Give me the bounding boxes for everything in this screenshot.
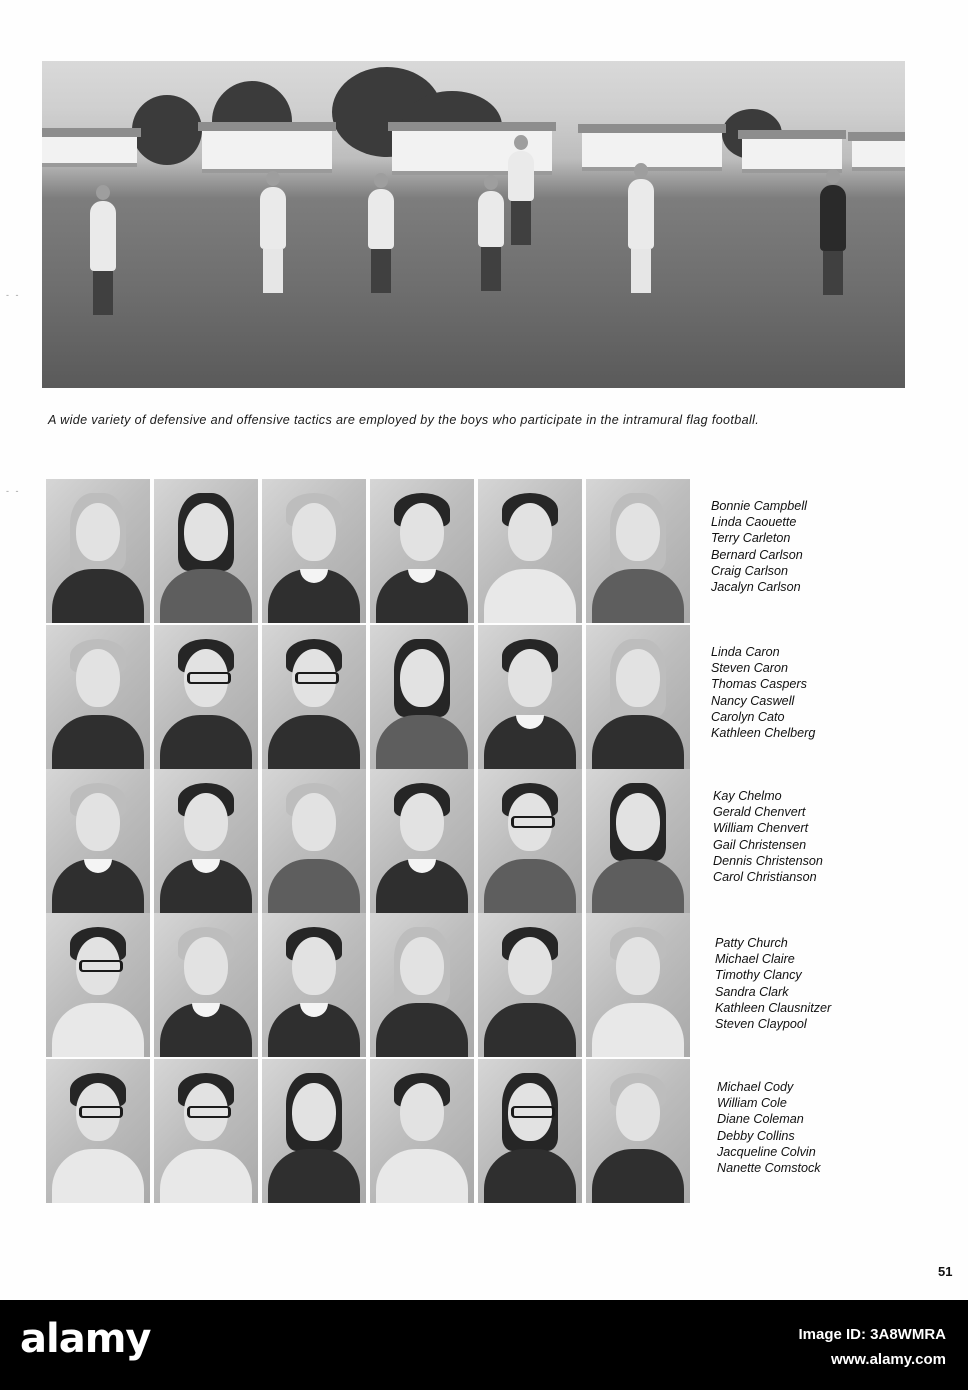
- student-portrait: [370, 1059, 474, 1203]
- student-name: Steven Caron: [711, 661, 789, 676]
- student-portrait: [586, 1059, 690, 1203]
- page-number: 51: [938, 1264, 953, 1279]
- student-portrait: [370, 479, 474, 623]
- margin-mark: - -: [6, 486, 21, 496]
- player: [260, 187, 286, 249]
- player: [628, 179, 654, 249]
- student-name: Craig Carlson: [711, 563, 788, 578]
- student-portrait: [46, 769, 150, 913]
- student-portrait: [478, 769, 582, 913]
- student-portrait: [478, 1059, 582, 1203]
- student-name: Nancy Caswell: [711, 693, 795, 708]
- flag-football-photo: [42, 61, 905, 388]
- image-info: [798, 1322, 946, 1372]
- student-name: William Chenvert: [713, 821, 809, 836]
- player: [820, 185, 846, 251]
- student-name: Kathleen Clausnitzer: [715, 1000, 832, 1015]
- house: [42, 137, 137, 167]
- student-portrait: [478, 625, 582, 769]
- student-portrait: [262, 913, 366, 1057]
- player: [508, 151, 534, 201]
- student-portrait: [478, 479, 582, 623]
- student-portrait: [262, 479, 366, 623]
- student-name: Terry Carleton: [711, 531, 791, 546]
- student-name: Linda Caouette: [711, 515, 797, 530]
- student-portrait: [154, 769, 258, 913]
- player: [90, 201, 116, 271]
- student-name: Gerald Chenvert: [713, 805, 806, 820]
- student-portrait: [586, 769, 690, 913]
- student-portrait: [46, 625, 150, 769]
- name-list: [717, 1079, 821, 1176]
- name-list: [711, 644, 815, 741]
- student-portrait: [46, 1059, 150, 1203]
- student-portrait: [262, 1059, 366, 1203]
- student-portrait: [478, 913, 582, 1057]
- student-name: Thomas Caspers: [711, 677, 807, 692]
- student-name: Sandra Clark: [715, 984, 789, 999]
- image-id: Image ID: 3A8WMRA: [798, 1326, 946, 1343]
- student-name: Nanette Comstock: [717, 1161, 821, 1176]
- student-name: Debby Collins: [717, 1128, 795, 1143]
- name-list: [715, 935, 831, 1032]
- student-portrait: [154, 625, 258, 769]
- student-portrait: [370, 913, 474, 1057]
- student-portrait: [586, 913, 690, 1057]
- watermark-footer: [0, 1300, 968, 1390]
- student-portrait: [586, 625, 690, 769]
- student-name: Linda Caron: [711, 645, 780, 659]
- portrait-grid: [46, 479, 690, 1197]
- student-portrait: [154, 1059, 258, 1203]
- student-portrait: [46, 479, 150, 623]
- player: [478, 191, 504, 247]
- house: [202, 131, 332, 173]
- student-name: Jacqueline Colvin: [717, 1144, 816, 1159]
- student-portrait: [154, 479, 258, 623]
- student-portrait: [370, 769, 474, 913]
- site-url: www.alamy.com: [830, 1351, 946, 1368]
- tree: [132, 95, 202, 165]
- student-portrait: [262, 625, 366, 769]
- player: [368, 189, 394, 249]
- student-portrait: [262, 769, 366, 913]
- student-portrait: [586, 479, 690, 623]
- student-name: Michael Cody: [717, 1080, 794, 1094]
- student-name: Diane Coleman: [717, 1112, 804, 1127]
- student-name: Kathleen Chelberg: [711, 726, 816, 741]
- house: [742, 139, 842, 173]
- student-portrait: [154, 913, 258, 1057]
- student-name: Carolyn Cato: [711, 709, 785, 724]
- student-portrait: [46, 913, 150, 1057]
- student-name: Timothy Clancy: [715, 968, 802, 983]
- student-name: Michael Claire: [715, 952, 795, 967]
- student-name: Steven Claypool: [715, 1017, 807, 1032]
- margin-mark: - -: [6, 290, 21, 300]
- student-name: Bonnie Campbell: [711, 499, 807, 513]
- student-name: Gail Christensen: [713, 837, 807, 852]
- brand-logo: alamy: [20, 1316, 151, 1362]
- photo-caption: A wide variety of defensive and offensive tactics are employed by the boys who participate in the intramural flag football.: [48, 413, 760, 427]
- house: [852, 141, 905, 171]
- student-name: Patty Church: [715, 936, 788, 950]
- student-name: Bernard Carlson: [711, 547, 803, 562]
- student-name: Carol Christianson: [713, 870, 817, 885]
- name-list: [711, 498, 807, 595]
- student-name: William Cole: [717, 1096, 787, 1111]
- student-name: Jacalyn Carlson: [711, 580, 801, 595]
- house: [582, 133, 722, 171]
- student-portrait: [370, 625, 474, 769]
- student-name: Dennis Christenson: [713, 853, 823, 868]
- student-name: Kay Chelmo: [713, 789, 782, 803]
- name-list: [713, 788, 823, 885]
